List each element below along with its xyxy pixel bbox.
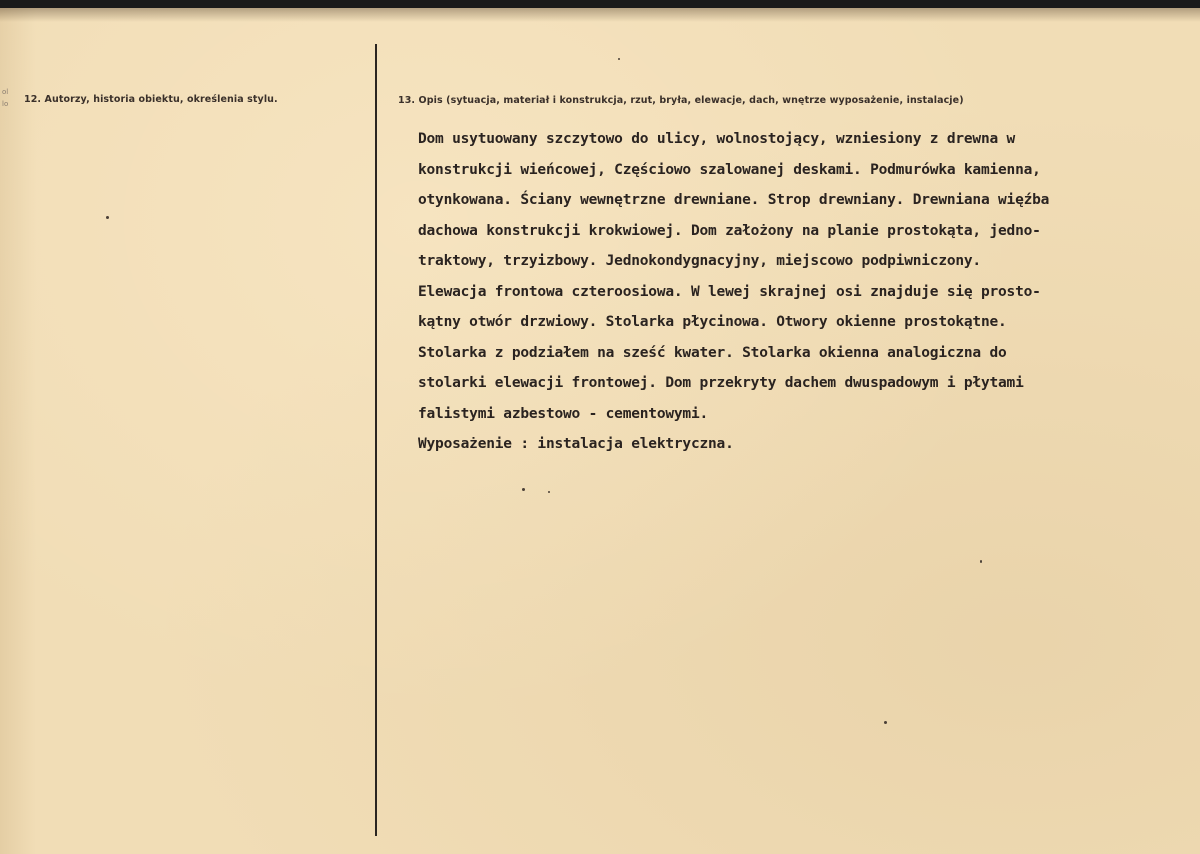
description-line: stolarki elewacji frontowej. Dom przekryty dachem dwuspadowym i płytami: [418, 375, 1024, 391]
margin-mark: ol: [2, 88, 9, 96]
section-12-heading: 12. Autorzy, historia obiektu, określenia stylu.: [24, 94, 278, 105]
description-line: kątny otwór drzwiowy. Stolarka płycinowa. Otwory okienne prostokątne.: [418, 314, 1007, 330]
margin-mark: lo: [2, 100, 9, 108]
scan-edge-shadow: [0, 8, 1200, 22]
description-line: Stolarka z podziałem na sześć kwater. Stolarka okienna analogiczna do: [418, 344, 1007, 361]
document-page: [0, 8, 1200, 854]
paper-speck: [980, 560, 982, 563]
description-line: Dom usytuowany szczytowo do ulicy, wolnostojący, wzniesiony z drewna w: [418, 131, 1016, 147]
description-line: Elewacja frontowa czteroosiowa. W lewej skrajnej osi znajduje się prosto-: [418, 283, 1041, 300]
description-line: dachowa konstrukcji krokwiowej. Dom założony na planie prostokąta, jedno-: [418, 222, 1041, 239]
description-line: otynkowana. Ściany wewnętrzne drewniane. Strop drewniany. Drewniana więźba: [418, 192, 1050, 208]
description-line: falistymi azbestowo - cementowymi.: [418, 405, 709, 422]
description-line: konstrukcji wieńcowej, Częściowo szalowanej deskami. Podmurówka kamienna,: [418, 161, 1041, 178]
description-text: [418, 124, 1178, 460]
column-divider: [375, 44, 377, 836]
paper-speck: [884, 721, 887, 724]
paper-speck: [548, 491, 550, 493]
description-line: Wyposażenie : instalacja elektryczna.: [418, 436, 734, 452]
paper-speck: [522, 488, 525, 491]
section-13-heading: 13. Opis (sytuacja, materiał i konstrukcja, rzut, bryła, elewacje, dach, wnętrze wyposażenie, instalacje): [398, 95, 964, 106]
paper-speck: [106, 216, 109, 219]
description-line: traktowy, trzyizbowy. Jednokondygnacyjny, miejscowo podpiwniczony.: [418, 253, 981, 269]
paper-speck: [618, 58, 620, 60]
